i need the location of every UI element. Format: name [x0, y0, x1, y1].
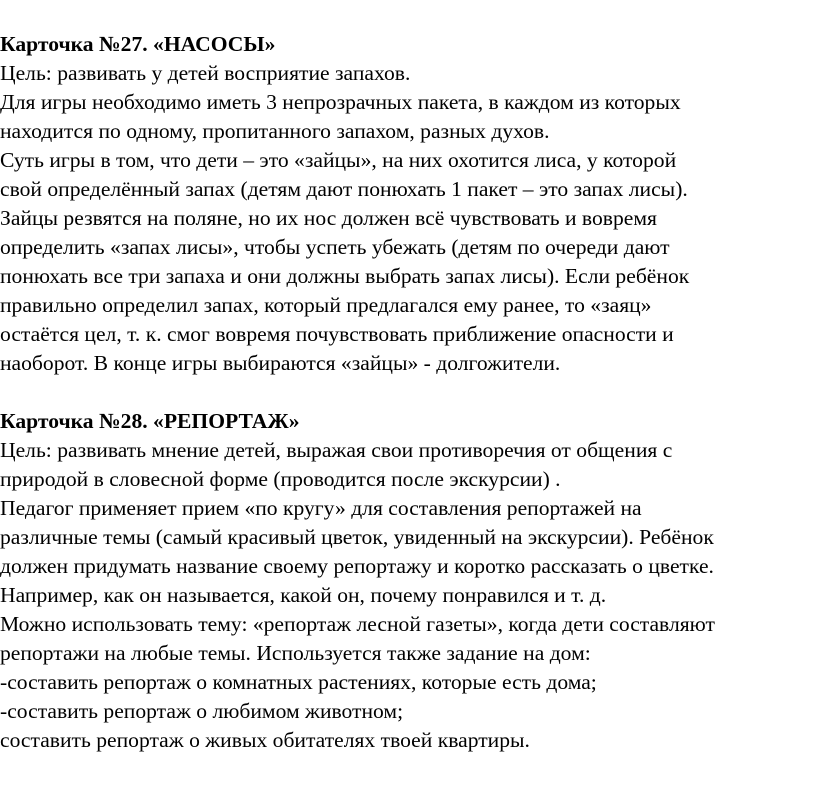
card-text-line: Можно использовать тему: «репортаж лесной газеты», когда дети составляют [0, 612, 715, 636]
card-text-line: составить репортаж о живых обитателях твоей квартиры. [0, 728, 530, 752]
document-page [0, 30, 816, 755]
card-text-line: понюхать все три запаха и они должны выбрать запах лисы). Если ребёнок [0, 264, 690, 288]
card-text-line: Цель: развивать у детей восприятие запахов. [0, 61, 411, 85]
card-text-line: правильно определил запах, который предлагался ему ранее, то «заяц» [0, 293, 652, 317]
card-text-line: различные темы (самый красивый цветок, увиденный на экскурсии). Ребёнок [0, 525, 714, 549]
card-text-line: находится по одному, пропитанного запахом, разных духов. [0, 119, 550, 143]
card-text-line: остаётся цел, т. к. смог вовремя почувствовать приближение опасности и [0, 322, 674, 346]
card-text-line: природой в словесной форме (проводится после экскурсии) . [0, 467, 561, 491]
card-text-line: Педагог применяет прием «по кругу» для составления репортажей на [0, 496, 642, 520]
card-text-line: наоборот. В конце игры выбираются «зайцы» - долгожители. [0, 351, 561, 375]
card-text-line: репортажи на любые темы. Используется также задание на дом: [0, 641, 591, 665]
card-title: Карточка №28. «РЕПОРТАЖ» [0, 409, 300, 433]
card-text-line: свой определённый запах (детям дают понюхать 1 пакет – это запах лисы). [0, 177, 688, 201]
card-27 [0, 30, 816, 378]
card-text-line: Цель: развивать мнение детей, выражая свои противоречия от общения с [0, 438, 673, 462]
card-title: Карточка №27. «НАСОСЫ» [0, 32, 276, 56]
card-text-line: -составить репортаж о комнатных растениях, которые есть дома; [0, 670, 597, 694]
card-text-line: Для игры необходимо иметь 3 непрозрачных пакета, в каждом из которых [0, 90, 681, 114]
card-text-line: Например, как он называется, какой он, почему понравился и т. д. [0, 583, 607, 607]
card-text-line: Суть игры в том, что дети – это «зайцы», на них охотится лиса, у которой [0, 148, 677, 172]
card-text-line: Зайцы резвятся на поляне, но их нос должен всё чувствовать и вовремя [0, 206, 657, 230]
card-28 [0, 407, 816, 755]
card-text-line: -составить репортаж о любимом животном; [0, 699, 404, 723]
card-text-line: определить «запах лисы», чтобы успеть убежать (детям по очереди дают [0, 235, 670, 259]
card-text-line: должен придумать название своему репортажу и коротко рассказать о цветке. [0, 554, 714, 578]
